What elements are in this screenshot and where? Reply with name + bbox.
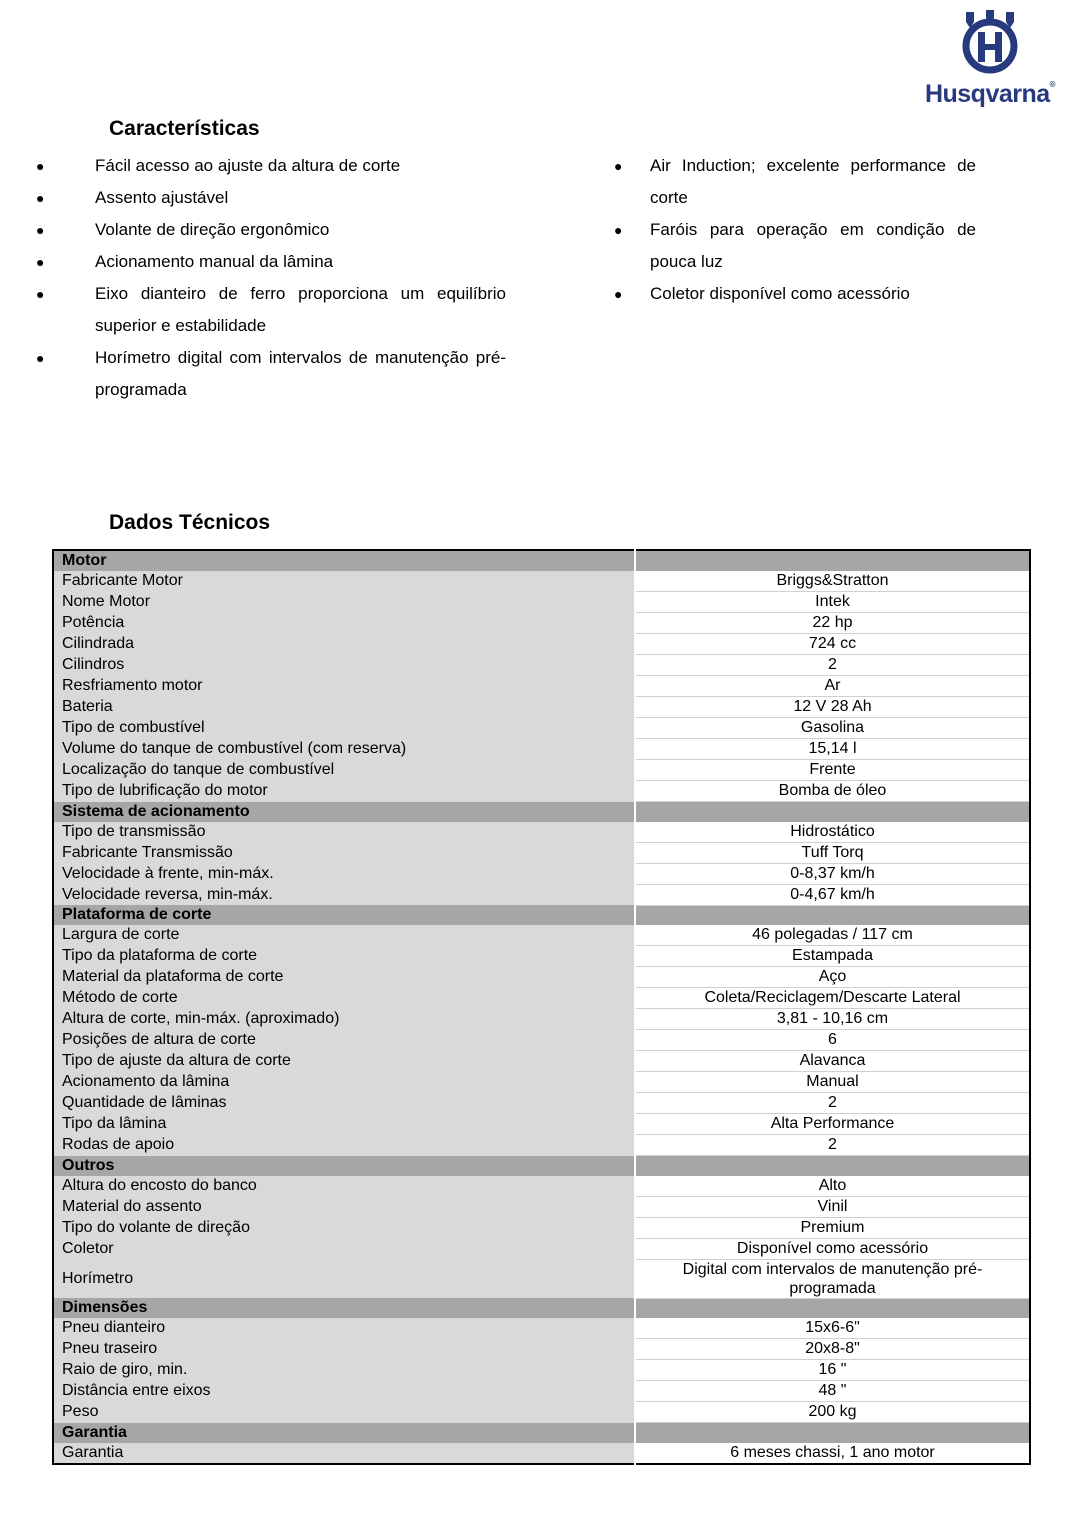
table-row [53,1259,1030,1298]
table-row [53,1360,1030,1381]
table-row [53,1030,1030,1051]
feature-item [32,278,506,342]
feature-text: Eixo dianteiro de ferro proporciona um equilíbrio superior e estabilidade [95,284,506,335]
spec-value: 2 [635,655,1030,676]
table-row [53,1135,1030,1156]
spec-value: Aço [635,967,1030,988]
spec-value: Bomba de óleo [635,781,1030,802]
bullet-icon: ● [36,190,45,206]
section-header-row [53,905,1030,925]
feature-item [610,214,976,278]
spec-value: 200 kg [635,1402,1030,1423]
table-row [53,1443,1030,1464]
table-row [53,1072,1030,1093]
spec-label: Peso [53,1402,635,1423]
table-row [53,1093,1030,1114]
section-header-row [53,550,1030,571]
spec-value: Gasolina [635,718,1030,739]
spec-label: Velocidade reversa, min-máx. [53,884,635,905]
table-row [53,781,1030,802]
husqvarna-crown-icon [960,8,1020,78]
spec-value: 0-4,67 km/h [635,884,1030,905]
feature-text: Acionamento manual da lâmina [95,252,334,271]
table-row [53,884,1030,905]
spec-label: Posições de altura de corte [53,1030,635,1051]
spec-label: Horímetro [53,1259,635,1298]
spec-label: Raio de giro, min. [53,1360,635,1381]
feature-item [32,182,506,214]
bullet-icon: ● [614,286,623,302]
spec-value: 2 [635,1135,1030,1156]
feature-item [32,246,506,278]
spec-label: Velocidade à frente, min-máx. [53,863,635,884]
spec-table [52,549,1031,1465]
spec-label: Altura do encosto do banco [53,1176,635,1197]
spec-value: Tuff Torq [635,842,1030,863]
section-header-blank [635,1156,1030,1176]
features-list-left [32,150,506,406]
spec-label: Cilindros [53,655,635,676]
section-header-row [53,1156,1030,1176]
spec-label: Volume do tanque de combustível (com reserva) [53,739,635,760]
brand-wordmark: Husqvarna® [924,80,1056,108]
table-row [53,592,1030,613]
bullet-icon: ● [614,158,623,174]
spec-label: Tipo de lubrificação do motor [53,781,635,802]
spec-label: Rodas de apoio [53,1135,635,1156]
spec-label: Nome Motor [53,592,635,613]
table-row [53,1051,1030,1072]
spec-label: Pneu dianteiro [53,1318,635,1339]
spec-value: 22 hp [635,613,1030,634]
bullet-icon: ● [36,254,45,270]
spec-label: Material da plataforma de corte [53,967,635,988]
features-list-right [610,150,976,310]
spec-value: Manual [635,1072,1030,1093]
spec-value: Coleta/Reciclagem/Descarte Lateral [635,988,1030,1009]
spec-value: Alta Performance [635,1114,1030,1135]
spec-value: 3,81 - 10,16 cm [635,1009,1030,1030]
spec-value: 12 V 28 Ah [635,697,1030,718]
spec-label: Altura de corte, min-máx. (aproximado) [53,1009,635,1030]
table-row [53,1196,1030,1217]
section-header: Sistema de acionamento [53,802,635,822]
table-row [53,1381,1030,1402]
section-header: Garantia [53,1423,635,1443]
spec-value: 46 polegadas / 117 cm [635,925,1030,946]
bullet-icon: ● [614,222,623,238]
table-row [53,925,1030,946]
table-row [53,967,1030,988]
table-row [53,634,1030,655]
feature-text: Assento ajustável [95,188,229,207]
feature-item [610,278,976,310]
spec-label: Quantidade de lâminas [53,1093,635,1114]
section-header-blank [635,550,1030,571]
table-row [53,863,1030,884]
spec-label: Tipo da lâmina [53,1114,635,1135]
section-header-blank [635,1298,1030,1318]
table-row [53,822,1030,843]
spec-label: Largura de corte [53,925,635,946]
section-header-row [53,1423,1030,1443]
bullet-icon: ● [36,158,45,174]
section-header-blank [635,905,1030,925]
spec-value: 6 meses chassi, 1 ano motor [635,1443,1030,1464]
spec-value: Alto [635,1176,1030,1197]
bullet-icon: ● [36,350,45,366]
spec-label: Tipo de combustível [53,718,635,739]
spec-value: Frente [635,760,1030,781]
spec-value: Digital com intervalos de manutenção pré-programada [635,1259,1030,1298]
feature-item [32,214,506,246]
spec-value: Alavanca [635,1051,1030,1072]
spec-value: Disponível como acessório [635,1238,1030,1259]
spec-label: Pneu traseiro [53,1339,635,1360]
feature-text: Coletor disponível como acessório [650,284,910,303]
spec-value: Vinil [635,1196,1030,1217]
section-header: Dimensões [53,1298,635,1318]
spec-value: 0-8,37 km/h [635,863,1030,884]
bullet-icon: ● [36,286,45,302]
spec-label: Bateria [53,697,635,718]
table-row [53,946,1030,967]
spec-value: 16 " [635,1360,1030,1381]
table-row [53,1114,1030,1135]
features-title: Características [109,117,260,140]
spec-value: 20x8-8" [635,1339,1030,1360]
spec-label: Método de corte [53,988,635,1009]
feature-item [610,150,976,214]
spec-label: Tipo de transmissão [53,822,635,843]
table-row [53,697,1030,718]
spec-label: Distância entre eixos [53,1381,635,1402]
spec-value: 48 " [635,1381,1030,1402]
spec-label: Cilindrada [53,634,635,655]
table-row [53,760,1030,781]
section-header-row [53,1298,1030,1318]
feature-item [32,150,506,182]
feature-text: Fácil acesso ao ajuste da altura de corte [95,156,401,175]
specs-title: Dados Técnicos [109,511,271,534]
section-header: Motor [53,550,635,571]
spec-value: Hidrostático [635,822,1030,843]
feature-text: Horímetro digital com intervalos de manutenção pré-programada [95,348,506,399]
table-row [53,988,1030,1009]
spec-label: Potência [53,613,635,634]
spec-value: 724 cc [635,634,1030,655]
spec-label: Tipo da plataforma de corte [53,946,635,967]
table-row [53,842,1030,863]
feature-text: Volante de direção ergonômico [95,220,330,239]
section-header: Outros [53,1156,635,1176]
table-row [53,718,1030,739]
spec-value: 15x6-6" [635,1318,1030,1339]
table-row [53,1238,1030,1259]
table-row [53,676,1030,697]
spec-value: Ar [635,676,1030,697]
section-header-row [53,802,1030,822]
spec-label: Tipo de ajuste da altura de corte [53,1051,635,1072]
spec-label: Garantia [53,1443,635,1464]
spec-value: 6 [635,1030,1030,1051]
table-row [53,1217,1030,1238]
spec-label: Material do assento [53,1196,635,1217]
feature-item [32,342,506,406]
spec-value: Estampada [635,946,1030,967]
spec-label: Fabricante Motor [53,571,635,592]
feature-text: Air Induction; excelente performance de corte [650,156,976,207]
spec-label: Tipo do volante de direção [53,1217,635,1238]
spec-label: Coletor [53,1238,635,1259]
table-row [53,1402,1030,1423]
table-row [53,1339,1030,1360]
table-row [53,1318,1030,1339]
spec-value: Briggs&Stratton [635,571,1030,592]
table-row [53,613,1030,634]
spec-label: Localização do tanque de combustível [53,760,635,781]
spec-value: Intek [635,592,1030,613]
husqvarna-logo [918,8,1062,112]
spec-label: Resfriamento motor [53,676,635,697]
table-row [53,1176,1030,1197]
spec-value: Premium [635,1217,1030,1238]
bullet-icon: ● [36,222,45,238]
spec-label: Fabricante Transmissão [53,842,635,863]
spec-value: 15,14 l [635,739,1030,760]
spec-label: Acionamento da lâmina [53,1072,635,1093]
section-header-blank [635,802,1030,822]
section-header: Plataforma de corte [53,905,635,925]
spec-value: 2 [635,1093,1030,1114]
table-row [53,739,1030,760]
feature-text: Faróis para operação em condição de pouca luz [650,220,976,271]
table-row [53,571,1030,592]
section-header-blank [635,1423,1030,1443]
table-row [53,1009,1030,1030]
table-row [53,655,1030,676]
